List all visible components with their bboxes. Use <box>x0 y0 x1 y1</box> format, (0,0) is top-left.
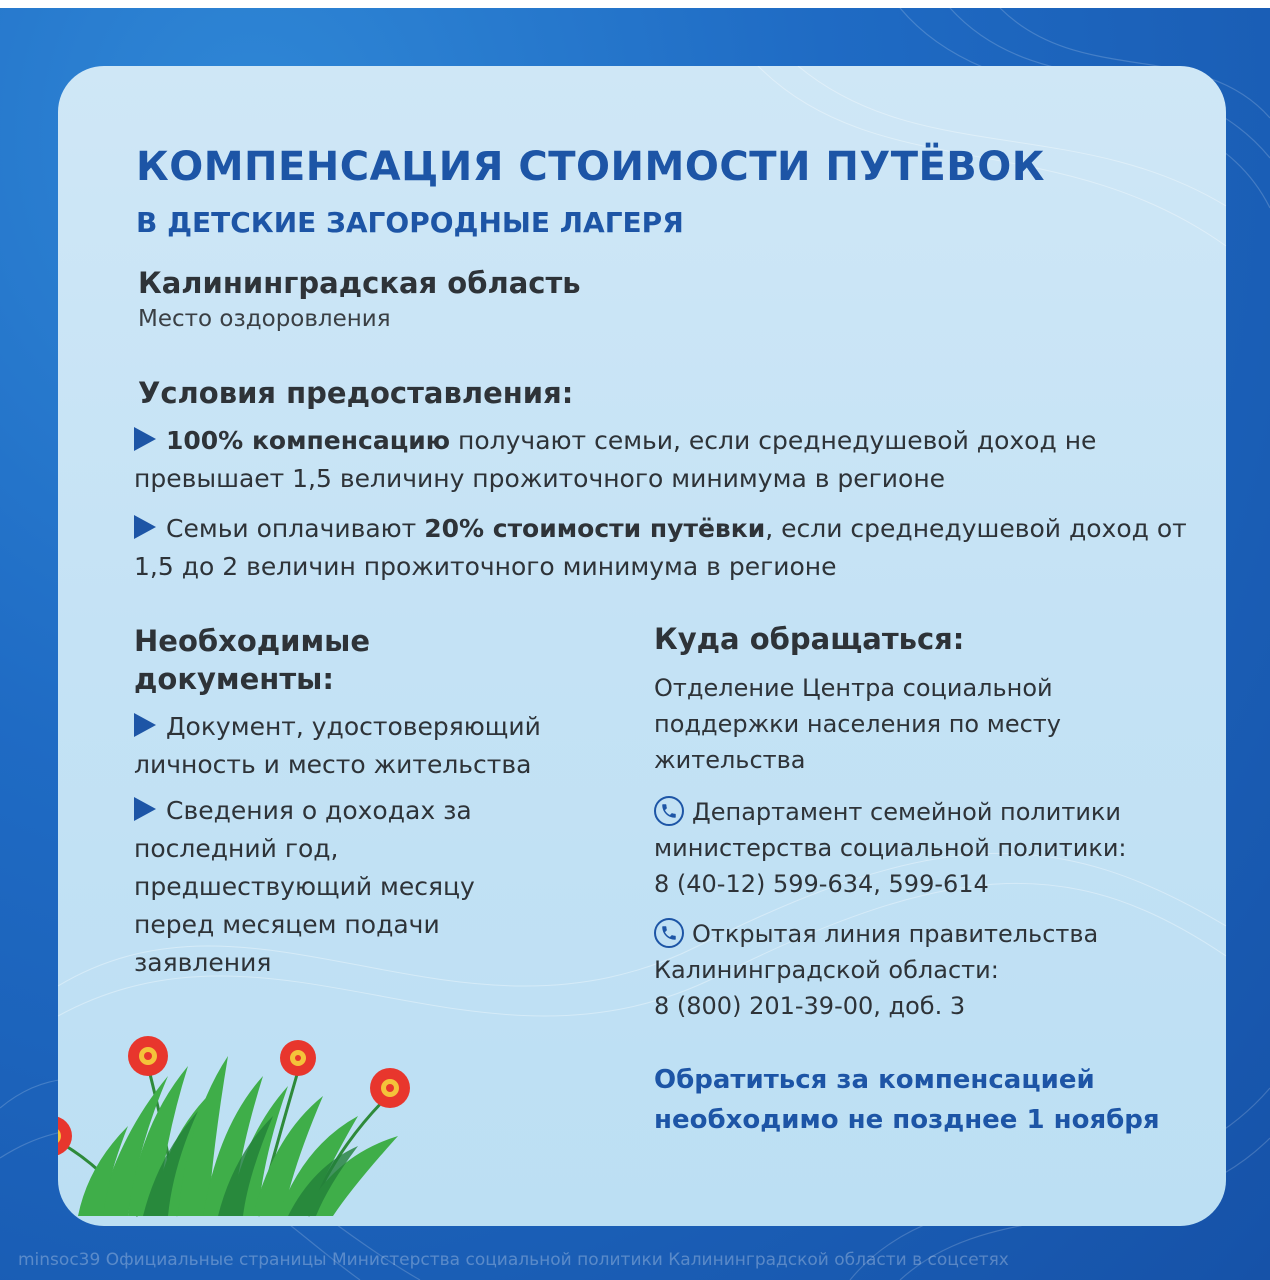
hotline-phone: 8 (800) 201-39-00, доб. 3 <box>654 992 966 1020</box>
contact-department <box>654 794 1214 902</box>
condition-item-partial <box>134 510 1194 586</box>
footer-watermark: minsoc39 Официальные страницы Министерства социальной политики Калининградской области в соцсетях <box>18 1250 1009 1270</box>
condition-text: получают семьи, если среднедушевой доход не превышает 1,5 величину прожиточного минимума в регионе <box>134 426 1097 493</box>
hotline-name: Открытая линия правительства <box>692 920 1099 948</box>
contacts-heading: Куда обращаться: <box>654 622 965 656</box>
arrow-bullet-icon <box>134 515 156 539</box>
info-card <box>58 66 1226 1226</box>
deadline-line2: необходимо не позднее 1 ноября <box>654 1105 1160 1135</box>
document-item-id <box>134 708 634 784</box>
department-ministry: министерства социальной политики: <box>654 834 1127 862</box>
arrow-bullet-icon <box>134 797 156 821</box>
grass-flowers-illustration <box>58 1016 458 1226</box>
contact-hotline <box>654 916 1214 1024</box>
document-text: Сведения о доходах за последний год, предшествующий месяцу перед месяцем подачи заявления <box>134 796 475 977</box>
hotline-region: Калининградской области: <box>654 956 999 984</box>
condition-text: , если среднедушевой доход от 1,5 до 2 величин прожиточного минимума в регионе <box>134 514 1187 581</box>
arrow-bullet-icon <box>134 713 156 737</box>
documents-heading: Необходимые документы: <box>134 624 371 696</box>
department-phone: 8 (40-12) 599-634, 599-614 <box>654 870 989 898</box>
page-subtitle: В ДЕТСКИЕ ЗАГОРОДНЫЕ ЛАГЕРЯ <box>136 206 684 239</box>
conditions-heading: Условия предоставления: <box>138 376 574 410</box>
deadline-line1: Обратиться за компенсацией <box>654 1065 1095 1095</box>
condition-item-full <box>134 422 1194 498</box>
arrow-bullet-icon <box>134 427 156 451</box>
poster-background <box>0 8 1270 1280</box>
phone-icon <box>654 796 684 826</box>
condition-bold: 20% стоимости путёвки <box>424 514 766 543</box>
document-item-income <box>134 792 534 982</box>
department-name: Департамент семейной политики <box>692 798 1122 826</box>
phone-icon <box>654 918 684 948</box>
document-text: Документ, удостоверяющий личность и место жительства <box>134 712 541 779</box>
region-name: Калининградская область <box>138 266 581 300</box>
contact-office: Отделение Центра социальной поддержки населения по месту жительства <box>654 674 1061 774</box>
deadline-note <box>654 1060 1160 1140</box>
condition-bold: 100% компенсацию <box>166 426 451 455</box>
page-title: КОМПЕНСАЦИЯ СТОИМОСТИ ПУТЁВОК <box>136 144 1045 190</box>
condition-text-pre: Семьи оплачивают <box>166 514 425 543</box>
region-caption: Место оздоровления <box>138 306 391 332</box>
